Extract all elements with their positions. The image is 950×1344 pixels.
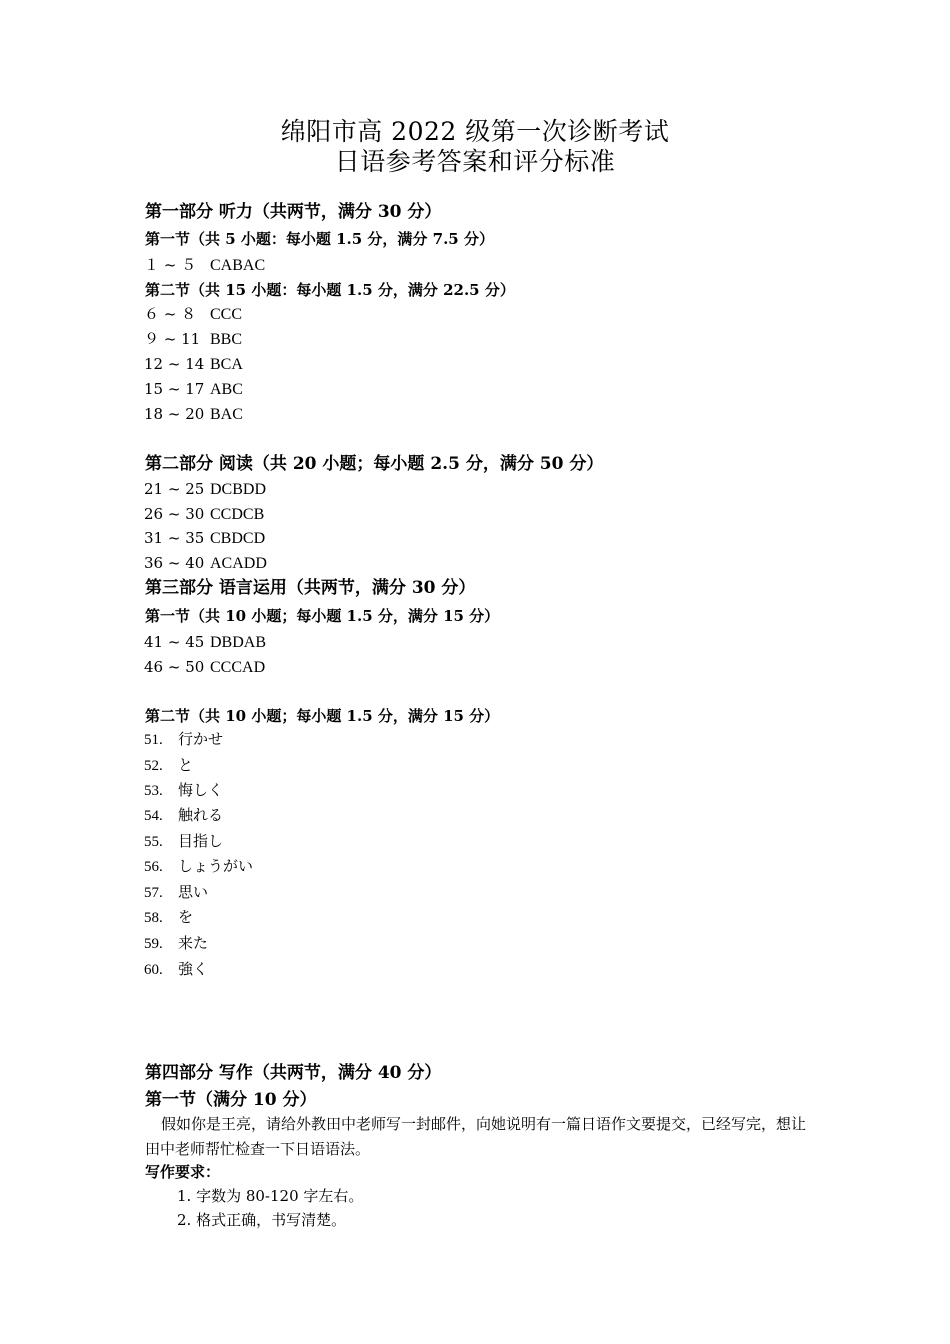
answer-row <box>144 504 844 525</box>
writing-prompt: 假如你是王亮，请给外教田中老师写一封邮件，向她说明有一篇日语作文要提交，已经写完，想让田中老师帮忙检查一下日语语法。 <box>145 1115 807 1158</box>
fill-answer <box>144 780 223 801</box>
fill-text: を <box>178 908 194 926</box>
answer-letters: CCDCB <box>210 506 265 523</box>
part4-sec1-heading: 第一节（满分 10 分） <box>145 1090 317 1110</box>
fill-number: 56. <box>144 859 163 875</box>
fill-number: 55. <box>144 834 163 850</box>
answer-range: 15 ~ 17 <box>144 380 205 398</box>
answer-range: 26 ~ 30 <box>144 505 205 523</box>
answer-letters: ABC <box>210 381 243 398</box>
answer-letters: BAC <box>210 406 243 423</box>
doc-title-line1: 绵阳市高 2022 级第一次诊断考试 <box>280 117 670 146</box>
writing-requirement: 1. 字数为 80-120 字左右。 <box>177 1187 364 1205</box>
answer-range: 46 ~ 50 <box>144 658 205 676</box>
answer-row <box>144 329 844 350</box>
answer-range: ９ ~ 11 <box>144 330 201 348</box>
fill-number: 52. <box>144 758 163 774</box>
fill-answer <box>144 729 223 750</box>
writing-requirements-heading: 写作要求： <box>145 1163 221 1181</box>
answer-row <box>144 304 844 325</box>
answer-letters: DCBDD <box>210 481 267 498</box>
answer-letters: CBDCD <box>210 530 266 547</box>
part1-heading: 第一部分 听力（共两节，满分 30 分） <box>145 202 442 222</box>
fill-answer <box>144 856 253 877</box>
fill-text: 触れる <box>178 806 224 824</box>
fill-number: 51. <box>144 732 163 748</box>
answer-range: 36 ~ 40 <box>144 554 205 572</box>
answer-letters: BBC <box>210 331 243 348</box>
fill-answer <box>144 755 193 776</box>
answer-row <box>144 354 844 375</box>
answer-range: 12 ~ 14 <box>144 355 205 373</box>
fill-answer <box>144 907 193 928</box>
writing-requirement: 2. 格式正确，书写清楚。 <box>177 1211 347 1229</box>
answer-range: 31 ~ 35 <box>144 529 205 547</box>
fill-answer <box>144 831 223 852</box>
fill-number: 59. <box>144 936 163 952</box>
answer-row <box>144 528 844 549</box>
answer-row <box>144 255 844 276</box>
fill-number: 54. <box>144 808 163 824</box>
doc-title-line2: 日语参考答案和评分标准 <box>334 147 616 176</box>
fill-text: 思い <box>178 883 209 901</box>
answer-range: 41 ~ 45 <box>144 633 205 651</box>
answer-row <box>144 553 844 574</box>
fill-number: 58. <box>144 910 163 926</box>
fill-text: 来た <box>178 934 209 952</box>
answer-row <box>144 657 844 678</box>
part1-sec1-heading: 第一节（共 5 小题：每小题 1.5 分，满分 7.5 分） <box>145 230 494 248</box>
answer-letters: BCA <box>210 356 243 373</box>
fill-answer <box>144 933 208 954</box>
fill-text: 悔しく <box>178 781 224 799</box>
part2-heading: 第二部分 阅读（共 20 小题；每小题 2.5 分，满分 50 分） <box>145 454 604 474</box>
answer-row <box>144 479 844 500</box>
answer-range: １ ~ ５ <box>144 256 197 274</box>
fill-number: 57. <box>144 885 163 901</box>
fill-text: 強く <box>178 960 209 978</box>
answer-row <box>144 632 844 653</box>
part1-sec2-heading: 第二节（共 15 小题：每小题 1.5 分，满分 22.5 分） <box>145 281 515 299</box>
answer-letters: CCCAD <box>210 659 266 676</box>
fill-text: 目指し <box>178 832 224 850</box>
answer-letters: CCC <box>210 306 243 323</box>
fill-number: 60. <box>144 962 163 978</box>
fill-answer <box>144 959 208 980</box>
fill-answer <box>144 882 208 903</box>
answer-letters: CABAC <box>210 257 266 274</box>
answer-range: 21 ~ 25 <box>144 480 205 498</box>
part4-heading: 第四部分 写作（共两节，满分 40 分） <box>145 1063 442 1083</box>
answer-letters: ACADD <box>210 555 267 572</box>
part3-sec1-heading: 第一节（共 10 小题；每小题 1.5 分，满分 15 分） <box>145 607 500 625</box>
fill-answer <box>144 805 223 826</box>
fill-number: 53. <box>144 783 163 799</box>
answer-range: 18 ~ 20 <box>144 405 205 423</box>
answer-row <box>144 404 844 425</box>
part3-sec2-heading: 第二节（共 10 小题；每小题 1.5 分，满分 15 分） <box>145 707 500 725</box>
fill-text: と <box>178 756 194 774</box>
fill-text: しょうがい <box>178 857 254 875</box>
part3-heading: 第三部分 语言运用（共两节，满分 30 分） <box>145 578 476 598</box>
answer-row <box>144 379 844 400</box>
answer-letters: DBDAB <box>210 634 267 651</box>
fill-text: 行かせ <box>178 730 224 748</box>
answer-range: ６ ~ ８ <box>144 305 197 323</box>
